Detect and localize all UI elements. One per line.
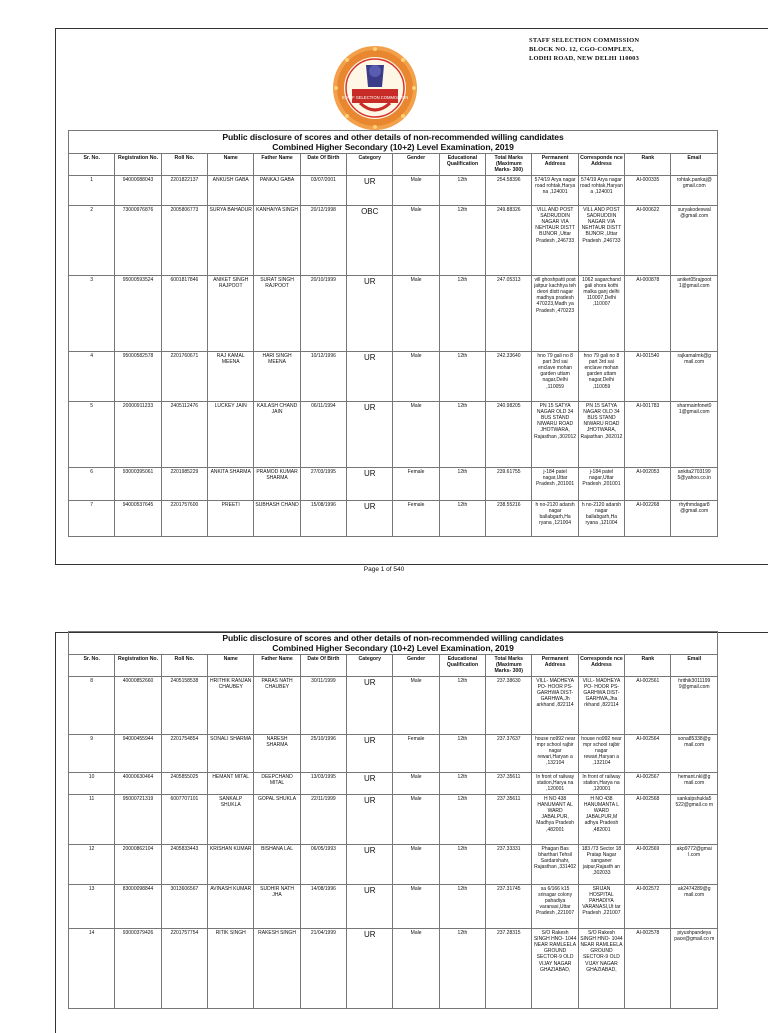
cell-permanent-address: VILL- MADHEYA PO- HOOR PS- GARHWA DIST- GARHWA,Jh arkhand ,822114: [532, 676, 578, 734]
cell-roll-no: 2405833443: [161, 844, 207, 884]
cell-name: SURYA BAHADUR: [208, 205, 254, 275]
cell-registration-no: 94000455944: [115, 734, 161, 772]
cell-total-marks: 237.35611: [486, 772, 532, 794]
cell-category: UR: [347, 401, 393, 467]
cell-rank: AI-002561: [625, 676, 671, 734]
cell-correspondence-address: VILL- MADHEYA PO- HOOR PS- GARHWA DIST- GARHWA,Jha rkhand ,822114: [578, 676, 624, 734]
cell-roll-no: 2201760671: [161, 351, 207, 401]
cell-sr-no: 6: [69, 467, 115, 500]
cell-registration-no: 40000630464: [115, 772, 161, 794]
cell-name: SANKALP SHUKLA: [208, 794, 254, 844]
table-row: [69, 500, 718, 536]
cell-correspondence-address: VILL AND POST SADRUDDIN NAGAR VIA NEHTAUR DISTT BIJNOR ,Uttar Pradesh ,246733: [578, 205, 624, 275]
table-body-page-1: [69, 154, 718, 537]
cell-educational-qualification: 12th: [439, 676, 485, 734]
cell-roll-no: 2201822137: [161, 175, 207, 205]
cell-date-of-birth: 03/07/2001: [300, 175, 346, 205]
table-row: [69, 772, 718, 794]
cell-sr-no: 1: [69, 175, 115, 205]
cell-category: UR: [347, 500, 393, 536]
table-row: [69, 275, 718, 351]
cell-total-marks: 237.33331: [486, 844, 532, 884]
cell-email: rhythmdagar8 @gmail.com: [671, 500, 718, 536]
cell-rank: AI-002568: [625, 794, 671, 844]
cell-email: ak2474289@g mail.com: [671, 884, 718, 928]
table-row: [69, 734, 718, 772]
cell-father-name: BISHANA LAL: [254, 844, 300, 884]
column-header-father-name: Father Name: [254, 154, 300, 176]
cell-correspondence-address: house no992 near mpr school rajbir nagar rewari,Haryan a ,132104: [578, 734, 624, 772]
cell-permanent-address: H NO 438 HANUMANT AL WARD JABALPUR, Madhya Pradesh ,482001: [532, 794, 578, 844]
cell-gender: Male: [393, 351, 439, 401]
document-page-1: [55, 28, 768, 565]
cell-category: UR: [347, 351, 393, 401]
cell-total-marks: 237.35611: [486, 794, 532, 844]
cell-rank: AI-002572: [625, 884, 671, 928]
cell-father-name: PRAMOD KUMAR SHARMA: [254, 467, 300, 500]
org-name: STAFF SELECTION COMMISSION: [529, 37, 640, 44]
cell-gender: Male: [393, 676, 439, 734]
cell-category: UR: [347, 844, 393, 884]
table-header-row: [69, 655, 718, 677]
cell-name: RAJ KAMAL MEENA: [208, 351, 254, 401]
cell-father-name: KAILASH CHAND JAIN: [254, 401, 300, 467]
column-header-educational-qualification: Educational Qualification: [439, 655, 485, 677]
cell-name: ANKITA SHARMA: [208, 467, 254, 500]
cell-permanent-address: vill ghoshpatti post jaitpur kachhya teh deori distt nagar madhya pradesh 470223,Madh ya Pradesh ,470223: [532, 275, 578, 351]
cell-educational-qualification: 12th: [439, 275, 485, 351]
cell-gender: Male: [393, 928, 439, 1008]
cell-father-name: PANKAJ GABA: [254, 175, 300, 205]
cell-gender: Male: [393, 205, 439, 275]
title-line-1: Public disclosure of scores and other details of non-recommended willing candidates: [222, 633, 564, 643]
cell-name: HEMANT MITAL: [208, 772, 254, 794]
column-header-permanent-address: Permanent Address: [532, 154, 578, 176]
title-line-2: Combined Higher Secondary (10+2) Level Examination, 2019: [272, 642, 514, 653]
cell-rank: AI-002578: [625, 928, 671, 1008]
column-header-category: Category: [347, 655, 393, 677]
cell-gender: Male: [393, 772, 439, 794]
logo-text: STAFF SELECTION COMMISSION: [341, 95, 409, 100]
table-row: [69, 401, 718, 467]
ssc-logo: [330, 43, 420, 133]
column-header-permanent-address: Permanent Address: [532, 655, 578, 677]
org-address-line2: LODHI ROAD, NEW DELHI 110003: [529, 55, 640, 62]
cell-rank: AI-000622: [625, 205, 671, 275]
column-header-correspondence-address: Corresponde nce Address: [578, 655, 624, 677]
cell-name: LUCKEY JAIN: [208, 401, 254, 467]
cell-sr-no: 8: [69, 676, 115, 734]
cell-roll-no: 2201754854: [161, 734, 207, 772]
table-title: [69, 632, 718, 655]
cell-category: OBC: [347, 205, 393, 275]
cell-roll-no: 6007707101: [161, 794, 207, 844]
column-header-gender: Gender: [393, 154, 439, 176]
cell-email: sharmainfonet0 1@gmail.com: [671, 401, 718, 467]
table-row: [69, 467, 718, 500]
column-header-roll-no: Roll No.: [161, 154, 207, 176]
cell-father-name: RAKESH SINGH: [254, 928, 300, 1008]
cell-father-name: SUDHIR NATH JHA: [254, 884, 300, 928]
cell-total-marks: 239.61755: [486, 467, 532, 500]
column-header-correspondence-address: Corresponde nce Address: [578, 154, 624, 176]
cell-name: ANKUSH GABA: [208, 175, 254, 205]
table-row: [69, 175, 718, 205]
cell-date-of-birth: 20/12/1998: [300, 205, 346, 275]
org-address: [529, 36, 639, 63]
cell-category: UR: [347, 734, 393, 772]
cell-date-of-birth: 15/08/1996: [300, 500, 346, 536]
cell-permanent-address: j-184 patel nagar,Uttar Pradesh ,201001: [532, 467, 578, 500]
cell-roll-no: 2405158538: [161, 676, 207, 734]
cell-date-of-birth: 27/03/1995: [300, 467, 346, 500]
cell-email: sankalpshukla5 522@gmail.co m: [671, 794, 718, 844]
cell-father-name: PARAS NATH CHAUBEY: [254, 676, 300, 734]
cell-total-marks: 242.33640: [486, 351, 532, 401]
cell-email: aniket05rajpoot 1@gmail.com: [671, 275, 718, 351]
cell-date-of-birth: 14/08/1996: [300, 884, 346, 928]
cell-sr-no: 13: [69, 884, 115, 928]
table-row: [69, 884, 718, 928]
column-header-category: Category: [347, 154, 393, 176]
cell-roll-no: 2201757754: [161, 928, 207, 1008]
cell-educational-qualification: 12th: [439, 884, 485, 928]
cell-gender: Male: [393, 794, 439, 844]
cell-total-marks: 240.98205: [486, 401, 532, 467]
cell-rank: AI-002564: [625, 734, 671, 772]
cell-date-of-birth: 13/03/1995: [300, 772, 346, 794]
cell-rank: AI-002569: [625, 844, 671, 884]
cell-correspondence-address: S/O Rakesh SINGH HNO- 1044 NEAR RAMLEELA GROUND SECTOR-9 OLD VIJAY NAGAR GHAZIABAD,: [578, 928, 624, 1008]
table-row: [69, 676, 718, 734]
cell-name: HRITHIK RANJAN CHAUBEY: [208, 676, 254, 734]
cell-correspondence-address: hno 79 gali no 8 part 3rd sai enclave mohan garden uttam nagar,Delhi ,110059: [578, 351, 624, 401]
cell-registration-no: 20000911233: [115, 401, 161, 467]
column-header-gender: Gender: [393, 655, 439, 677]
cell-father-name: KANHAIYA SINGH: [254, 205, 300, 275]
cell-registration-no: 83000098844: [115, 884, 161, 928]
cell-gender: Male: [393, 175, 439, 205]
table-body-page-2: [69, 655, 718, 1009]
table-row: [69, 794, 718, 844]
cell-name: AVINASH KUMAR: [208, 884, 254, 928]
cell-educational-qualification: 12th: [439, 175, 485, 205]
cell-rank: AI-001540: [625, 351, 671, 401]
cell-email: rohtak.pankaj@ gmail.com: [671, 175, 718, 205]
cell-email: suryakodeswal @gmail.com: [671, 205, 718, 275]
column-header-sr-no: Sr. No.: [69, 154, 115, 176]
cell-educational-qualification: 12th: [439, 794, 485, 844]
table-title: [69, 131, 718, 154]
cell-total-marks: 254.58396: [486, 175, 532, 205]
cell-educational-qualification: 12th: [439, 500, 485, 536]
cell-total-marks: 247.05313: [486, 275, 532, 351]
cell-gender: Female: [393, 500, 439, 536]
cell-educational-qualification: 12th: [439, 734, 485, 772]
cell-registration-no: 20000862104: [115, 844, 161, 884]
cell-email: sona85338@g mail.com: [671, 734, 718, 772]
cell-rank: AI-001783: [625, 401, 671, 467]
cell-sr-no: 7: [69, 500, 115, 536]
cell-father-name: HARI SINGH MEENA: [254, 351, 300, 401]
cell-registration-no: 93000379426: [115, 928, 161, 1008]
cell-gender: Male: [393, 844, 439, 884]
title-line-1: Public disclosure of scores and other details of non-recommended willing candidates: [222, 132, 564, 142]
cell-father-name: GOPAL SHUKLA: [254, 794, 300, 844]
cell-registration-no: 95000582578: [115, 351, 161, 401]
cell-email: piyushpandeya pace@gmail.co m: [671, 928, 718, 1008]
cell-date-of-birth: 21/04/1999: [300, 928, 346, 1008]
cell-registration-no: 73000976876: [115, 205, 161, 275]
cell-name: ANIKET SINGH RAJPOOT: [208, 275, 254, 351]
table-header-row: [69, 154, 718, 176]
org-address-line1: BLOCK NO. 12, CGO-COMPLEX,: [529, 46, 634, 53]
cell-roll-no: 6001817846: [161, 275, 207, 351]
cell-registration-no: 40000852660: [115, 676, 161, 734]
cell-roll-no: 2405855025: [161, 772, 207, 794]
column-header-total-marks: Total Marks (Maximum Marks- 300): [486, 154, 532, 176]
cell-date-of-birth: 06/05/1993: [300, 844, 346, 884]
cell-father-name: SUBHASH CHAND: [254, 500, 300, 536]
cell-roll-no: 2201985229: [161, 467, 207, 500]
cell-father-name: NARESH SHARMA: [254, 734, 300, 772]
cell-category: UR: [347, 467, 393, 500]
cell-name: RITIK SINGH: [208, 928, 254, 1008]
cell-permanent-address: PN 15 SATYA NAGAR OLD 34 BUS STAND NIWARU ROAD JHOTWARA, Rajasthan ,302012: [532, 401, 578, 467]
cell-permanent-address: Phagan Bas bharthari Tehsil Sardarshahr, Rajasthan ,331402: [532, 844, 578, 884]
cell-category: UR: [347, 928, 393, 1008]
cell-gender: Female: [393, 734, 439, 772]
cell-total-marks: 249.88326: [486, 205, 532, 275]
cell-correspondence-address: 183 /73 Sector 18 Pratap Nagar sanganer jaipur,Rajasth an ,302033: [578, 844, 624, 884]
cell-total-marks: 237.31745: [486, 884, 532, 928]
cell-rank: AI-000335: [625, 175, 671, 205]
cell-correspondence-address: PN 15 SATYA NAGAR OLD 34 BUS STAND NIWARU ROAD JHOTWARA, Rajasthan ,302012: [578, 401, 624, 467]
cell-date-of-birth: 30/11/1999: [300, 676, 346, 734]
cell-email: ankita2703199 5@yahoo.co.in: [671, 467, 718, 500]
cell-rank: AI-002567: [625, 772, 671, 794]
cell-educational-qualification: 12th: [439, 351, 485, 401]
column-header-rank: Rank: [625, 154, 671, 176]
cell-category: UR: [347, 275, 393, 351]
cell-correspondence-address: j-184 patel nagar,Uttar Pradesh ,201001: [578, 467, 624, 500]
column-header-registration-no: Registration No.: [115, 655, 161, 677]
cell-gender: Male: [393, 884, 439, 928]
title-line-2: Combined Higher Secondary (10+2) Level Examination, 2019: [272, 141, 514, 152]
cell-gender: Male: [393, 401, 439, 467]
cell-sr-no: 2: [69, 205, 115, 275]
column-header-date-of-birth: Date Of Birth: [300, 655, 346, 677]
cell-date-of-birth: 22/11/1999: [300, 794, 346, 844]
cell-permanent-address: house no992 near mpr school rajbir nagar rewari,Haryan a ,132104: [532, 734, 578, 772]
cell-permanent-address: In front of railway station,Harya na ,120001: [532, 772, 578, 794]
cell-category: UR: [347, 884, 393, 928]
cell-registration-no: 93000395061: [115, 467, 161, 500]
cell-correspondence-address: In front of railway station,Harya na ,120001: [578, 772, 624, 794]
cell-permanent-address: S/O Rakesh SINGH HNO- 1044 NEAR RAMLEELA GROUND SECTOR-9 OLD VIJAY NAGAR GHAZIABAD,: [532, 928, 578, 1008]
column-header-registration-no: Registration No.: [115, 154, 161, 176]
cell-educational-qualification: 12th: [439, 205, 485, 275]
cell-permanent-address: 574/19 Arya nagar road rohtak,Harya na ,124001: [532, 175, 578, 205]
cell-registration-no: 95000721319: [115, 794, 161, 844]
cell-sr-no: 4: [69, 351, 115, 401]
cell-date-of-birth: 06/11/1994: [300, 401, 346, 467]
cell-educational-qualification: 12th: [439, 467, 485, 500]
cell-correspondence-address: SRIJAN HOSPITAL PAHADIYA VARANASI,Ut tar Pradesh ,221007: [578, 884, 624, 928]
cell-registration-no: 95000593524: [115, 275, 161, 351]
column-header-father-name: Father Name: [254, 655, 300, 677]
cell-sr-no: 9: [69, 734, 115, 772]
column-header-total-marks: Total Marks (Maximum Marks- 300): [486, 655, 532, 677]
cell-father-name: SURAT SINGH RAJPOOT: [254, 275, 300, 351]
cell-roll-no: 2405112476: [161, 401, 207, 467]
column-header-name: Name: [208, 655, 254, 677]
cell-sr-no: 10: [69, 772, 115, 794]
table-row: [69, 351, 718, 401]
cell-date-of-birth: 10/12/1996: [300, 351, 346, 401]
cell-educational-qualification: 12th: [439, 928, 485, 1008]
cell-correspondence-address: h no-2120 adarsh nagar ballabgarh,Ha ryana ,121004: [578, 500, 624, 536]
cell-email: rajkamalmk@g mail.com: [671, 351, 718, 401]
cell-category: UR: [347, 794, 393, 844]
cell-permanent-address: hno 79 gali no 8 part 3rd sai enclave mohan garden uttam nagar,Delhi ,110059: [532, 351, 578, 401]
table-row: [69, 928, 718, 1008]
cell-email: hemant.nkl@g mail.com: [671, 772, 718, 794]
cell-educational-qualification: 12th: [439, 772, 485, 794]
cell-category: UR: [347, 676, 393, 734]
cell-date-of-birth: 20/10/1999: [300, 275, 346, 351]
cell-roll-no: 2201757600: [161, 500, 207, 536]
cell-registration-no: 94000088043: [115, 175, 161, 205]
cell-name: KRISHAN KUMAR: [208, 844, 254, 884]
column-header-educational-qualification: Educational Qualification: [439, 154, 485, 176]
cell-registration-no: 94000537645: [115, 500, 161, 536]
cell-total-marks: 237.37637: [486, 734, 532, 772]
column-header-email: Email: [671, 655, 718, 677]
table-row: [69, 844, 718, 884]
cell-sr-no: 3: [69, 275, 115, 351]
cell-correspondence-address: H NO 438 HANUMANTA L WARD JABALPUR,M adhya Pradesh ,482001: [578, 794, 624, 844]
cell-email: akp9772@gmai l.com: [671, 844, 718, 884]
results-table-page-1: [68, 130, 718, 537]
cell-gender: Male: [393, 275, 439, 351]
cell-gender: Female: [393, 467, 439, 500]
document-page-2: [55, 632, 768, 1033]
column-header-roll-no: Roll No.: [161, 655, 207, 677]
cell-sr-no: 11: [69, 794, 115, 844]
cell-category: UR: [347, 772, 393, 794]
cell-permanent-address: h no-2120 adarsh nagar ballabgarh,Ha ryana ,121004: [532, 500, 578, 536]
cell-correspondence-address: 1062 sagarchand gali shora kothi malka ganj delhi 110007,Delhi ,110007: [578, 275, 624, 351]
cell-total-marks: 237.28315: [486, 928, 532, 1008]
cell-educational-qualification: 12th: [439, 844, 485, 884]
cell-permanent-address: VILL AND POST SADRUDDIN NAGAR VIA NEHTAUR DISTT BIJNOR ,Uttar Pradesh ,246733: [532, 205, 578, 275]
page-footer: Page 1 of 540: [363, 566, 405, 573]
cell-category: UR: [347, 175, 393, 205]
column-header-rank: Rank: [625, 655, 671, 677]
cell-sr-no: 14: [69, 928, 115, 1008]
cell-sr-no: 5: [69, 401, 115, 467]
results-table-page-2: [68, 631, 718, 1009]
cell-father-name: DEEPCHAND MITAL: [254, 772, 300, 794]
cell-rank: AI-002053: [625, 467, 671, 500]
cell-sr-no: 12: [69, 844, 115, 884]
table-row: [69, 205, 718, 275]
cell-name: PREETI: [208, 500, 254, 536]
cell-date-of-birth: 25/10/1996: [300, 734, 346, 772]
cell-roll-no: 2005806773: [161, 205, 207, 275]
cell-roll-no: 3013606567: [161, 884, 207, 928]
column-header-date-of-birth: Date Of Birth: [300, 154, 346, 176]
column-header-name: Name: [208, 154, 254, 176]
cell-permanent-address: sa 6/166 k15 srinagar colony pahadiya varanasi,Uttar Pradesh ,221007: [532, 884, 578, 928]
cell-total-marks: 237.38630: [486, 676, 532, 734]
cell-total-marks: 238.55216: [486, 500, 532, 536]
cell-email: hrithik3011199 9@gmail.com: [671, 676, 718, 734]
column-header-sr-no: Sr. No.: [69, 655, 115, 677]
column-header-email: Email: [671, 154, 718, 176]
cell-educational-qualification: 12th: [439, 401, 485, 467]
cell-rank: AI-002268: [625, 500, 671, 536]
cell-correspondence-address: 574/19 Arya nagar road rohtak,Haryan a ,124001: [578, 175, 624, 205]
cell-rank: AI-000878: [625, 275, 671, 351]
cell-name: SONALI SHARMA: [208, 734, 254, 772]
